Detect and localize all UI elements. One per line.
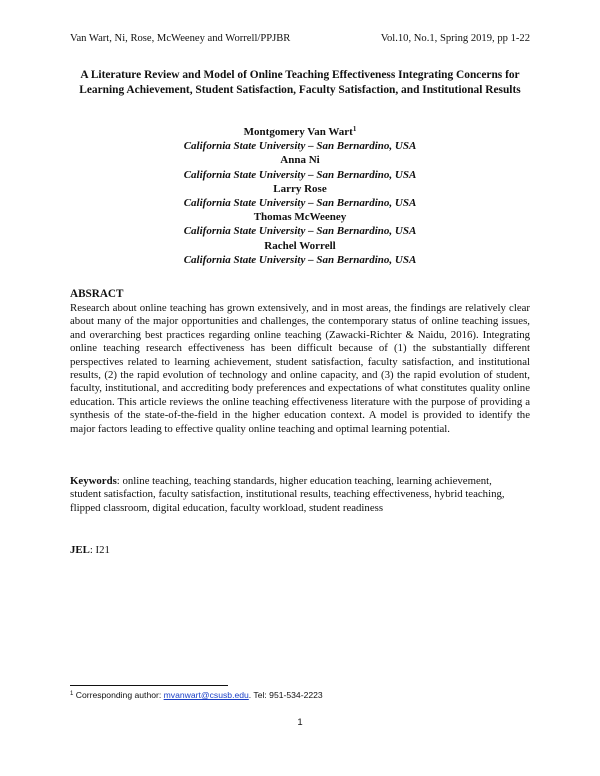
paper-title-line-1: A Literature Review and Model of Online Teaching Effectiveness Integrating Concerns for bbox=[80, 69, 520, 81]
footnote-mark: 1 bbox=[70, 691, 74, 697]
author-name: Rachel Worrell bbox=[264, 239, 336, 252]
jel-code: I21 bbox=[95, 544, 110, 556]
page-number: 1 bbox=[297, 717, 303, 728]
paper-title bbox=[66, 68, 534, 98]
abstract-heading: ABSRACT bbox=[70, 288, 124, 300]
footnote-divider bbox=[70, 685, 228, 686]
author-name bbox=[60, 125, 540, 139]
author-name-text: Montgomery Van Wart bbox=[243, 126, 353, 138]
keywords-paragraph: Keywords: online teaching, teaching standards, higher education teaching, learning achievement, student satisfaction, faculty satisfaction, institutional results, teaching effectiveness, hybrid teaching, flipped classroom, digital education, faculty workload, student readiness bbox=[70, 475, 505, 514]
author-name: Larry Rose bbox=[273, 182, 327, 195]
author-affiliation: California State University – San Bernardino, USA bbox=[183, 253, 417, 266]
author-name: Thomas McWeeney bbox=[253, 211, 347, 224]
abstract-body: Research about online teaching has grown extensively, and in most areas, the findings are relatively clear about many of the major opportunities and challenges, the contemporary status of online teaching issues, and overarching best practices regarding online teaching (Zawacki-Richter & Naidu, 2016). Integrating online teaching research effectiveness has been difficult because of (1) the substantially different perspectives related to learning achievement, student satisfaction, faculty satisfaction, and institutional results, (2) the rapid evolution of technology and online capacity, and (3) the rapid evolution of student, faculty, institutional, and accrediting body preferences and expectations of what constitutes quality online education. This article reviews the online teaching effectiveness literature with the purpose of providing a synthesis of the state-of-the-field in the higher education context. A model is provided to identify the major factors leading to effective quality online teaching and optimal learning potential. bbox=[70, 302, 530, 435]
author-name: Anna Ni bbox=[280, 154, 320, 167]
author-affiliation: California State University – San Bernardino, USA bbox=[183, 168, 417, 181]
author-affiliation: California State University – San Bernardino, USA bbox=[183, 225, 417, 238]
email-link[interactable]: mvanwart@csusb.edu bbox=[163, 690, 249, 700]
jel-line: JEL: I21 bbox=[70, 544, 110, 556]
paper-title-line-2: Learning Achievement, Student Satisfaction, Faculty Satisfaction, and Institutional Results bbox=[79, 84, 521, 96]
keywords-label: Keywords bbox=[70, 475, 117, 487]
footnote-prefix: Corresponding author: bbox=[75, 690, 164, 700]
running-header-volume: Vol.10, No.1, Spring 2019, pp 1-22 bbox=[380, 33, 530, 44]
jel-label: JEL bbox=[70, 544, 90, 556]
author-affiliation: California State University – San Bernardino, USA bbox=[183, 197, 417, 210]
running-header-authors: Van Wart, Ni, Rose, McWeeney and Worrell/PPJBR bbox=[70, 33, 291, 44]
keywords-text: online teaching, teaching standards, higher education teaching, learning achievement, student satisfaction, faculty satisfaction, institutional results, teaching effectiveness, hybrid teaching, flipped classroom, digital education, faculty workload, student readiness bbox=[70, 475, 505, 514]
footnote-mark[interactable]: 1 bbox=[352, 125, 357, 133]
footnote-phone: . Tel: 951-534-2223 bbox=[248, 690, 323, 700]
author-affiliation: California State University – San Bernardino, USA bbox=[183, 140, 417, 153]
author-block bbox=[60, 125, 540, 267]
running-header bbox=[70, 32, 530, 46]
footnote bbox=[70, 690, 323, 701]
